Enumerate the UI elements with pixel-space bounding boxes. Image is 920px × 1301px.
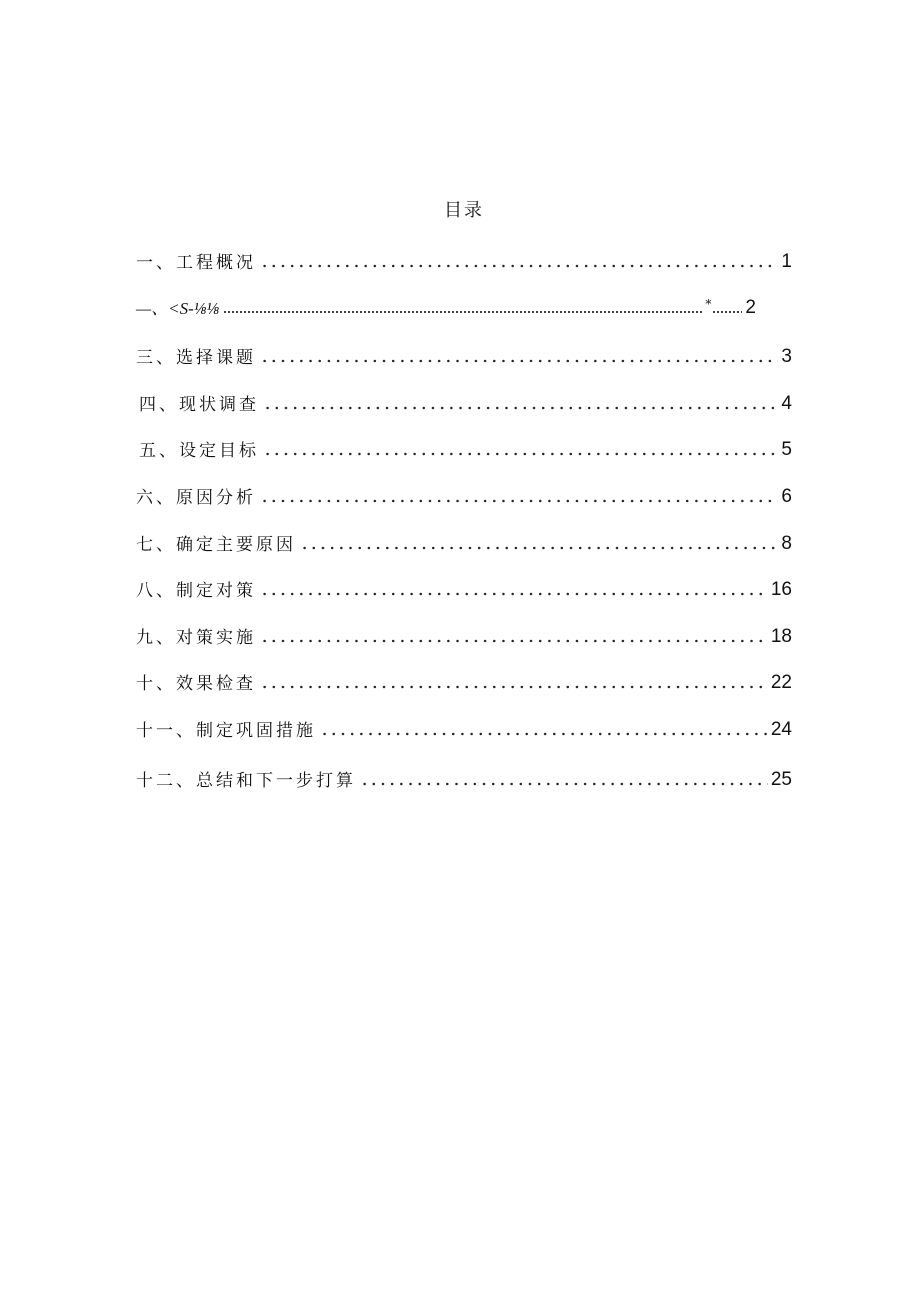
toc-entry[interactable] — [136, 622, 792, 648]
leader-dots — [223, 310, 702, 314]
toc-entry[interactable] — [136, 247, 792, 273]
toc-entry-label: 四、现状调查 — [139, 395, 259, 415]
toc-entry[interactable] — [139, 435, 792, 461]
toc-entry-page: 22 — [770, 672, 792, 693]
toc-entry-label: 九、对策实施 — [136, 628, 256, 648]
toc-entry-page: 16 — [770, 579, 792, 600]
leader-dots — [263, 406, 778, 410]
leader-dots — [300, 546, 778, 550]
toc-entry-label: 三、选择课题 — [136, 348, 256, 368]
toc-entry[interactable] — [136, 765, 792, 791]
toc-entry[interactable] — [139, 389, 792, 415]
leader-dots — [360, 782, 768, 786]
leader-dots — [260, 264, 778, 268]
toc-entry-label: 十二、总结和下一步打算 — [136, 771, 356, 791]
toc-entry-label: 六、原因分析 — [136, 488, 256, 508]
toc-entry-label: 十一、制定巩固措施 — [136, 721, 316, 741]
toc-entry[interactable] — [136, 715, 792, 741]
toc-entry-page: 1 — [781, 251, 792, 272]
leader-dots — [260, 359, 778, 363]
toc-entry-label: 五、设定目标 — [139, 441, 259, 461]
leader-dots — [263, 452, 778, 456]
toc-entry[interactable] — [136, 342, 792, 368]
toc-entry-page: 6 — [781, 486, 792, 507]
toc-entry-page: 24 — [770, 719, 792, 740]
toc-entry-page: 2 — [745, 297, 756, 318]
toc-entry[interactable] — [136, 482, 792, 508]
leader-dots — [260, 592, 768, 596]
toc-entry-label: —、<S-⅛⅛ — [136, 299, 220, 318]
toc-entry[interactable] — [136, 575, 792, 601]
leader-dots — [712, 310, 742, 314]
leader-dots — [260, 639, 768, 643]
toc-entry-page: 18 — [770, 626, 792, 647]
toc-entry[interactable] — [136, 668, 792, 694]
toc-entry-label: 十、效果检查 — [136, 674, 256, 694]
toc-entry-marker: * — [705, 297, 712, 311]
toc-entry[interactable] — [136, 529, 792, 555]
toc-entry-page: 8 — [781, 533, 792, 554]
toc-entry-page: 5 — [781, 439, 792, 460]
leader-dots — [260, 685, 768, 689]
toc-entry-page: 4 — [781, 393, 792, 414]
toc-entry[interactable] — [136, 293, 756, 319]
toc-entry-label: 七、确定主要原因 — [136, 535, 296, 555]
toc-entry-page: 25 — [770, 769, 792, 790]
leader-dots — [320, 732, 768, 736]
toc-entry-label: 一、工程概况 — [136, 253, 256, 273]
toc-entry-page: 3 — [781, 346, 792, 367]
leader-dots — [260, 499, 778, 503]
toc-title: 目录 — [444, 200, 484, 221]
toc-entry-label: 八、制定对策 — [136, 581, 256, 601]
